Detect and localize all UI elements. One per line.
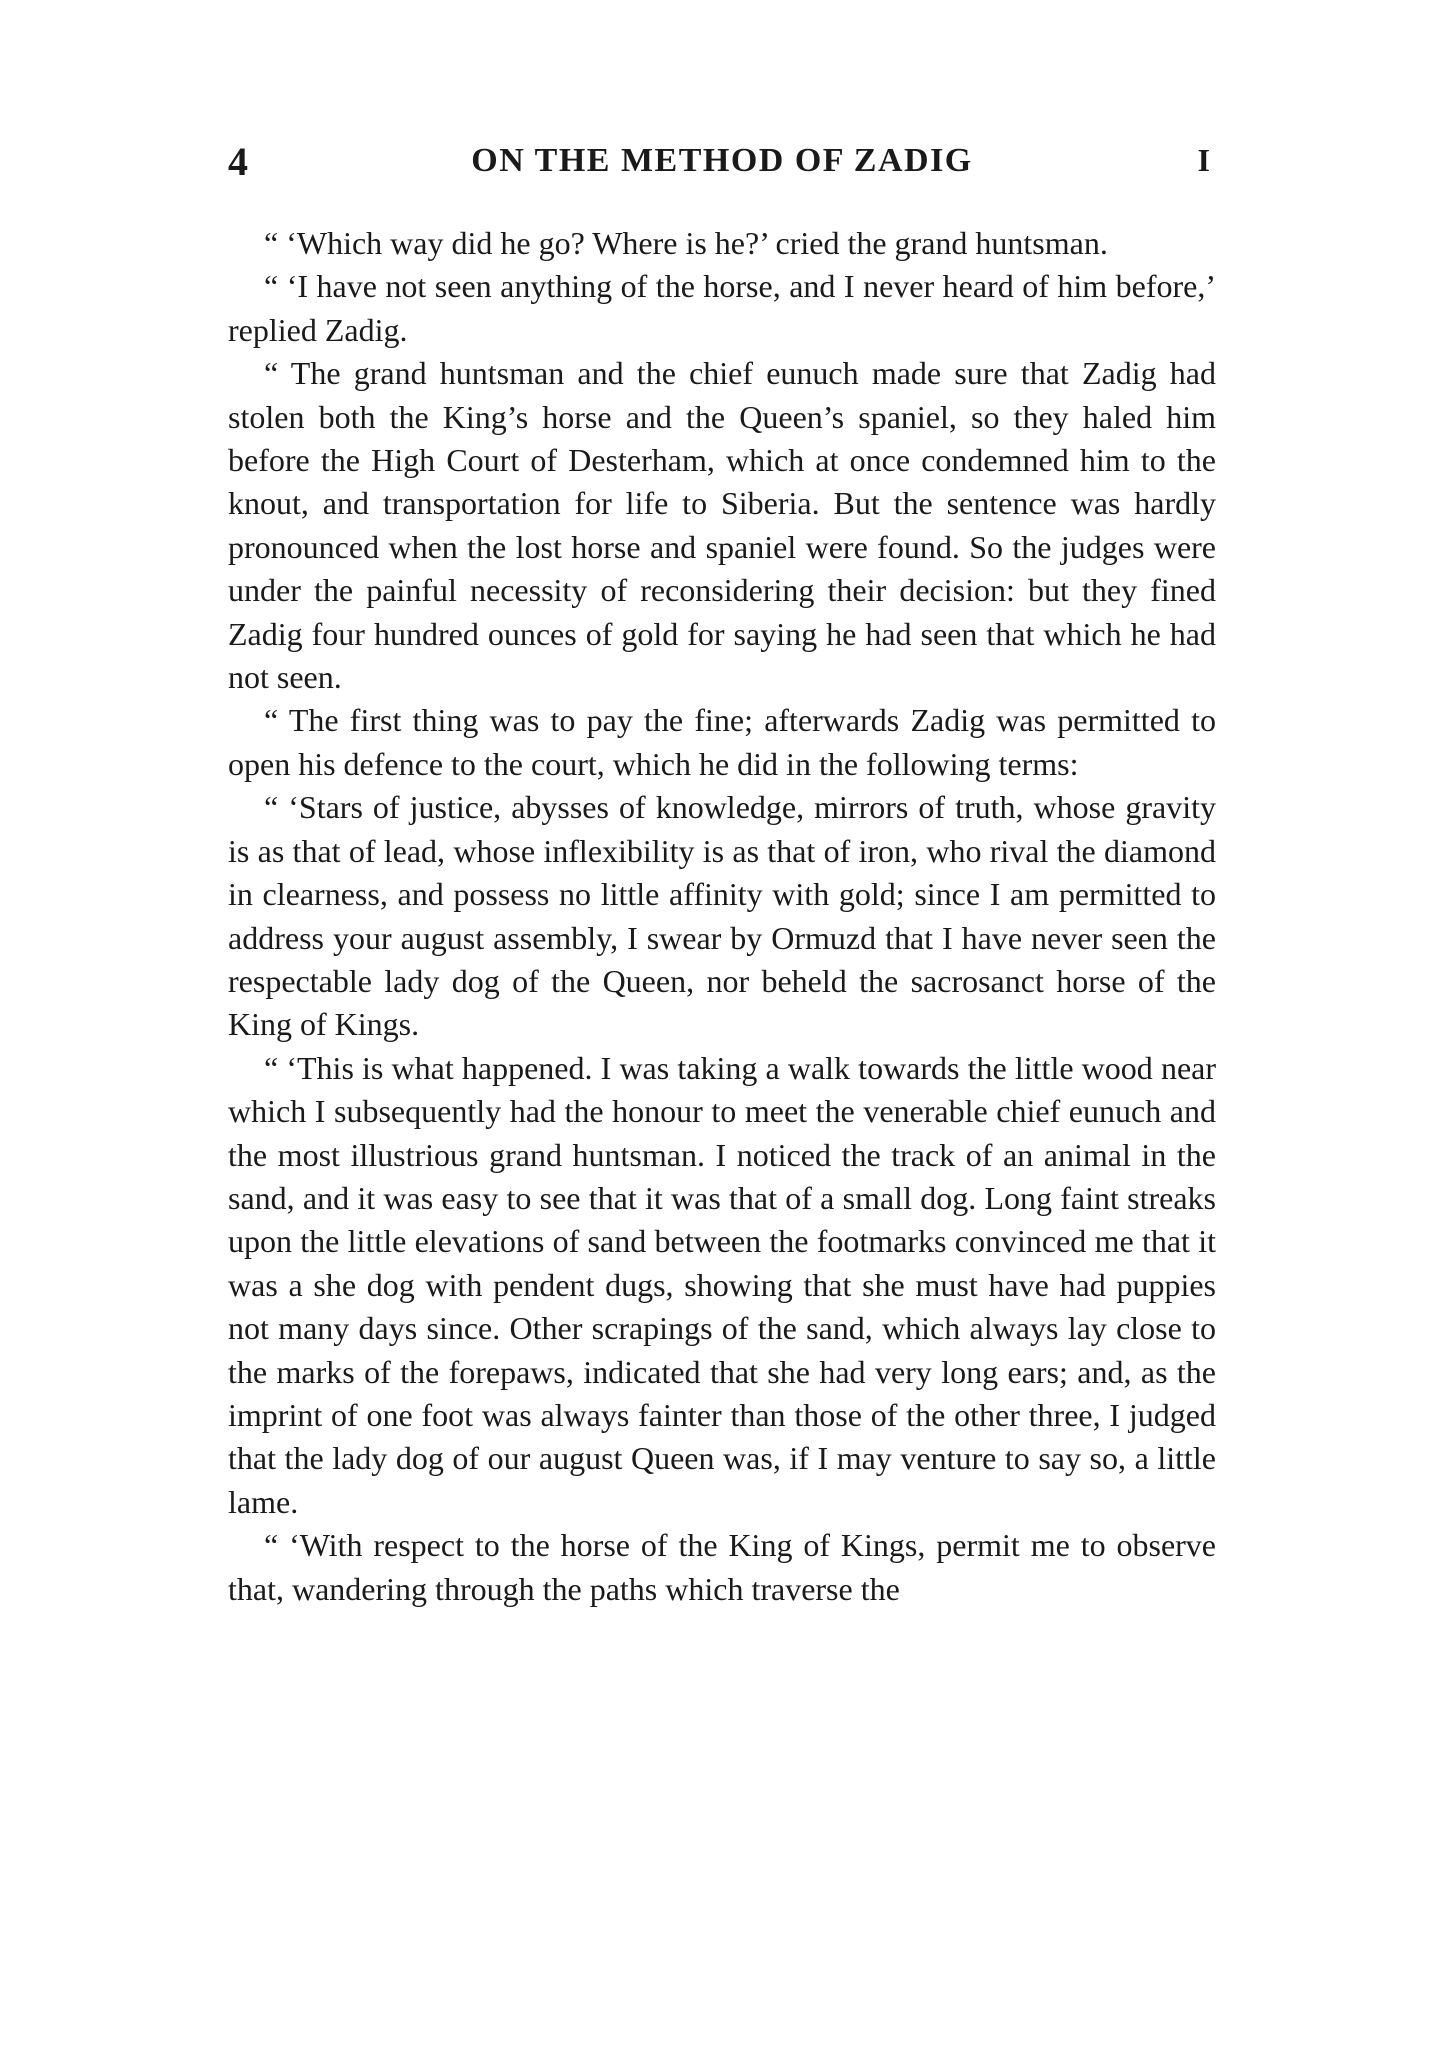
paragraph: “ ‘I have not seen anything of the horse, and I never heard of him before,’ replied Zadig. (228, 268, 1216, 348)
running-title: ON THE METHOD OF ZADIG (471, 142, 973, 179)
paragraph: “ ‘This is what happened. I was taking a walk towards the little wood near which I subsequently had the honour to meet the venerable chief eunuch and the most illustrious grand huntsman. I noticed the track of an animal in the sand, and it was easy to see that it was that of a small dog. Long faint streaks upon the little elevations of sand between the footmarks convinced me that it was a she dog with pendent dugs, showing that she must have had puppies not many days since. Other scrapings of the sand, which always lay close to the marks of the forepaws, indicated that she had very long ears; and, as the imprint of one foot was always fainter than those of the other three, I judged that the lady dog of our august Queen was, if I may venture to say so, a little lame. (228, 1049, 1216, 1520)
paragraph: “ The grand huntsman and the chief eunuch made sure that Zadig had stolen both the King’s horse and the Queen’s spaniel, so they haled him before the High Court of Desterham, which at once condemned him to the knout, and transportation for life to Siberia. But the sentence was hardly pronounced when the lost horse and spaniel were found. So the judges were under the painful necessity of reconsidering their decision: but they fined Zadig four hundred ounces of gold for saying he had seen that which he had not seen. (228, 355, 1216, 696)
paragraph: “ The first thing was to pay the fine; afterwards Zadig was permitted to open his defence to the court, which he did in the following terms: (228, 702, 1216, 782)
signature-mark: I (1197, 142, 1210, 178)
paragraph: “ ‘Stars of justice, abysses of knowledge, mirrors of truth, whose gravity is as that of lead, whose inflexibility is as that of iron, who rival the diamond in clearness, and possess no little affinity with gold; since I am permitted to address your august assembly, I swear by Ormuzd that I have never seen the respectable lady dog of the Queen, nor beheld the sacrosanct horse of the King of Kings. (228, 789, 1216, 1043)
page-header (228, 138, 1216, 182)
page-number: 4 (228, 139, 248, 184)
paragraph: “ ‘With respect to the horse of the King of Kings, permit me to observe that, wandering through the paths which traverse the (228, 1527, 1216, 1607)
paragraph: “ ‘Which way did he go? Where is he?’ cried the grand huntsman. (264, 225, 1108, 261)
body-text (228, 222, 1216, 1611)
